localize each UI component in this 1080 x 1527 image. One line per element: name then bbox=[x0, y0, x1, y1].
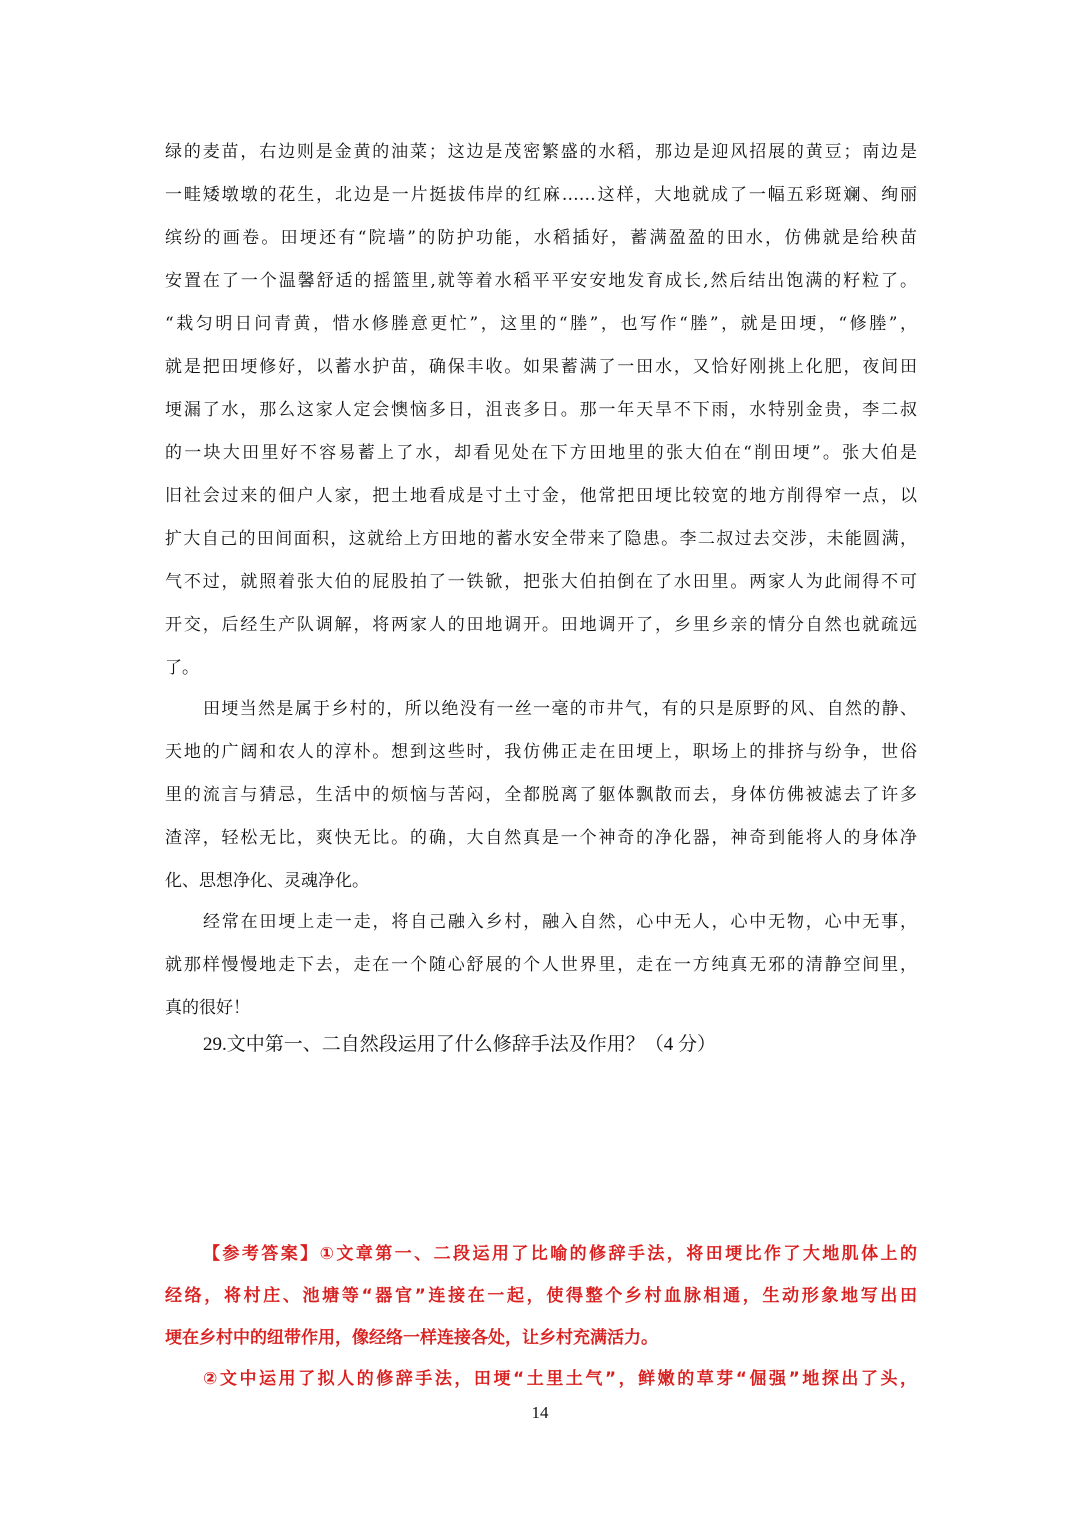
answer-line-2: 经络，将村庄、池塘等“器官”连接在一起，使得整个乡村血脉相通，生动形象地写出田 bbox=[165, 1286, 917, 1306]
paragraph-1-line-2: 一畦矮墩墩的花生，北边是一片挺拔伟岸的红麻……这样，大地就成了一幅五彩斑斓、绚丽 bbox=[165, 185, 917, 205]
paragraph-1-line-10: 扩大自己的田间面积，这就给上方田地的蓄水安全带来了隐患。李二叔过去交涉，未能圆满， bbox=[165, 529, 917, 549]
paragraph-2-line-3: 里的流言与猜忌，生活中的烦恼与苦闷，全都脱离了躯体飘散而去，身体仿佛被滤去了许多 bbox=[165, 785, 917, 805]
paragraph-1-line-12: 开交，后经生产队调解，将两家人的田地调开。田地调开了，乡里乡亲的情分自然也就疏远 bbox=[165, 615, 917, 635]
paragraph-2-line-4: 渣滓，轻松无比，爽快无比。的确，大自然真是一个神奇的净化器，神奇到能将人的身体净 bbox=[165, 828, 917, 848]
paragraph-1-line-13: 了。 bbox=[165, 658, 199, 678]
paragraph-2-line-5: 化、思想净化、灵魂净化。 bbox=[165, 871, 369, 891]
paragraph-3-line-2: 就那样慢慢地走下去，走在一个随心舒展的个人世界里，走在一方纯真无邪的清静空间里， bbox=[165, 955, 917, 975]
question-29: 29.文中第一、二自然段运用了什么修辞手法及作用？（4 分） bbox=[203, 1034, 717, 1055]
paragraph-1-line-8: 的一块大田里好不容易蓄上了水，却看见处在下方田地里的张大伯在“削田埂”。张大伯是 bbox=[165, 443, 917, 463]
paragraph-1-line-9: 旧社会过来的佃户人家，把土地看成是寸土寸金，他常把田埂比较宽的地方削得窄一点，以 bbox=[165, 486, 917, 506]
paragraph-1-line-1: 绿的麦苗，右边则是金黄的油菜；这边是茂密繁盛的水稻，那边是迎风招展的黄豆；南边是 bbox=[165, 142, 917, 162]
paragraph-1-line-5: “栽匀明日问青黄，惜水修塍意更忙”，这里的“塍”，也写作“塍”，就是田埂，“修塍”， bbox=[165, 314, 917, 334]
paragraph-2-line-2: 天地的广阔和农人的淳朴。想到这些时，我仿佛正走在田埂上，职场上的排挤与纷争，世俗 bbox=[165, 742, 917, 762]
paragraph-3-line-3: 真的很好！ bbox=[165, 998, 250, 1018]
paragraph-2-line-1: 田埂当然是属于乡村的，所以绝没有一丝一毫的市井气，有的只是原野的风、自然的静、 bbox=[203, 699, 917, 719]
paragraph-3-line-1: 经常在田埂上走一走，将自己融入乡村，融入自然，心中无人，心中无物，心中无事， bbox=[203, 912, 917, 932]
paragraph-1-line-11: 气不过，就照着张大伯的屁股拍了一铁锨，把张大伯拍倒在了水田里。两家人为此闹得不可 bbox=[165, 572, 917, 592]
answer-line-1: 【参考答案】①文章第一、二段运用了比喻的修辞手法，将田埂比作了大地肌体上的 bbox=[203, 1244, 917, 1264]
paragraph-1-line-6: 就是把田埂修好，以蓄水护苗，确保丰收。如果蓄满了一田水，又恰好刚挑上化肥，夜间田 bbox=[165, 357, 917, 377]
answer-line-4: ②文中运用了拟人的修辞手法，田埂“土里土气”，鲜嫩的草芽“倔强”地探出了头， bbox=[203, 1369, 917, 1389]
page-number: 14 bbox=[531, 1403, 549, 1422]
paragraph-1-line-3: 缤纷的画卷。田埂还有“院墙”的防护功能，水稻插好，蓄满盈盈的田水，仿佛就是给秧苗 bbox=[165, 228, 917, 248]
paragraph-1-line-7: 埂漏了水，那么这家人定会懊恼多日，沮丧多日。那一年天旱不下雨，水特别金贵，李二叔 bbox=[165, 400, 917, 420]
paragraph-1-line-4: 安置在了一个温馨舒适的摇篮里,就等着水稻平平安安地发育成长,然后结出饱满的籽粒了。 bbox=[165, 271, 917, 291]
answer-line-3: 埂在乡村中的纽带作用，像经络一样连接各处，让乡村充满活力。 bbox=[165, 1328, 658, 1348]
